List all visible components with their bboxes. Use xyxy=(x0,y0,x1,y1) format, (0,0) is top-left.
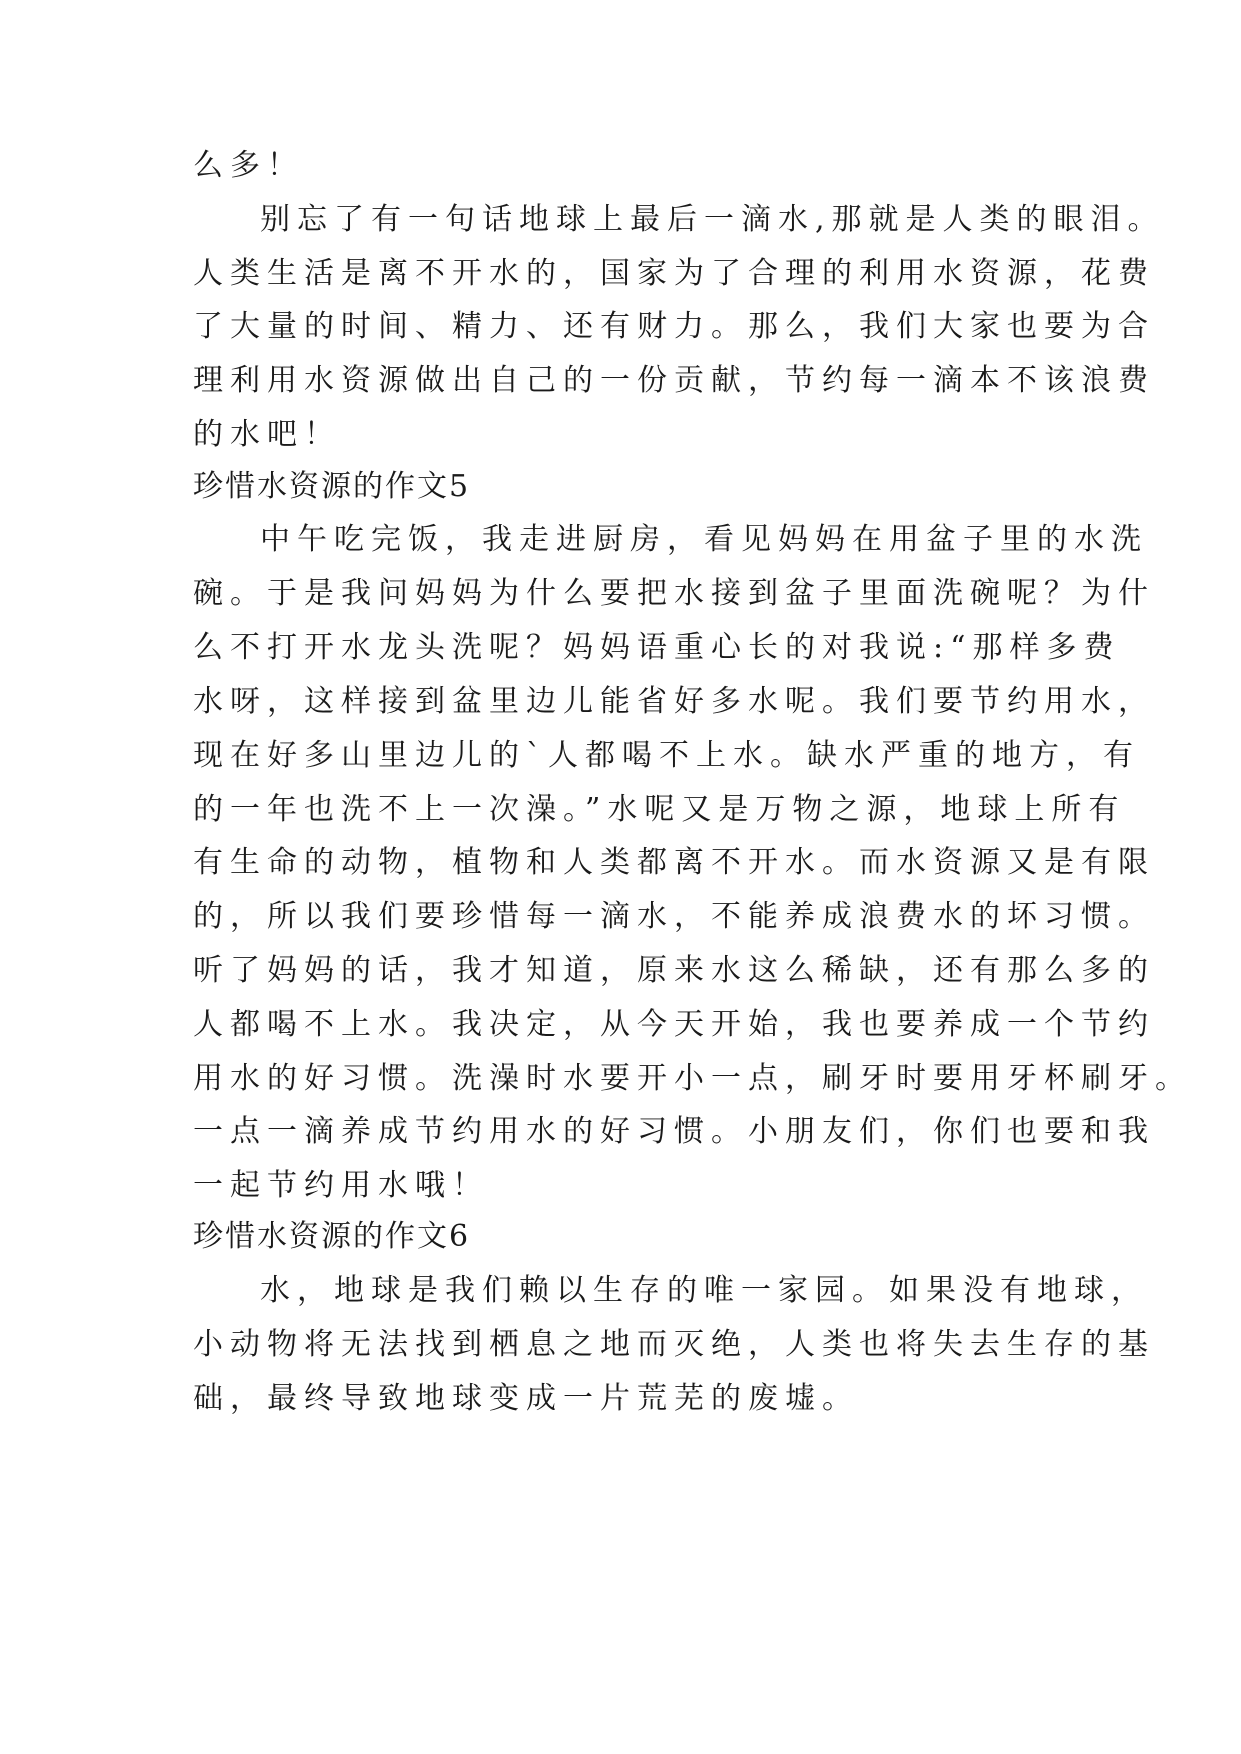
paragraph-first-line: 水，地球是我们赖以生存的唯一家园。如果没有地球， xyxy=(260,1273,1148,1308)
text-line: 理利用水资源做出自己的一份贡献，节约每一滴本不该浪费 xyxy=(193,363,1155,398)
text-line: 的，所以我们要珍惜每一滴水，不能养成浪费水的坏习惯。 xyxy=(193,899,1155,934)
text-line: 人类生活是离不开水的，国家为了合理的利用水资源，花费 xyxy=(193,256,1155,291)
text-line: 听了妈妈的话，我才知道，原来水这么稀缺，还有那么多的 xyxy=(193,953,1155,988)
text-line: 一点一滴养成节约用水的好习惯。小朋友们，你们也要和我 xyxy=(193,1114,1155,1149)
text-line: 碗。于是我问妈妈为什么要把水接到盆子里面洗碗呢？为什 xyxy=(193,576,1155,611)
text-line: 现在好多山里边儿的`人都喝不上水。缺水严重的地方，有 xyxy=(193,738,1140,773)
text-line: 了大量的时间、精力、还有财力。那么，我们大家也要为合 xyxy=(193,309,1155,344)
text-line: 么多！ xyxy=(193,148,304,183)
section-heading: 珍惜水资源的作文6 xyxy=(193,1219,471,1254)
text-line: 小动物将无法找到栖息之地而灭绝，人类也将失去生存的基 xyxy=(193,1327,1155,1362)
text-line: 人都喝不上水。我决定，从今天开始，我也要养成一个节约 xyxy=(193,1007,1155,1042)
text-line: 么不打开水龙头洗呢？妈妈语重心长的对我说:“那样多费 xyxy=(193,630,1121,665)
paragraph-first-line: 别忘了有一句话地球上最后一滴水,那就是人类的眼泪。 xyxy=(260,202,1165,237)
text-line: 用水的好习惯。洗澡时水要开小一点，刷牙时要用牙杯刷牙。 xyxy=(193,1061,1192,1096)
text-line: 有生命的动物，植物和人类都离不开水。而水资源又是有限 xyxy=(193,845,1155,880)
section-heading: 珍惜水资源的作文5 xyxy=(193,469,471,504)
paragraph-first-line: 中午吃完饭，我走进厨房，看见妈妈在用盆子里的水洗 xyxy=(260,522,1148,557)
text-line: 础，最终导致地球变成一片荒芜的废墟。 xyxy=(193,1381,859,1416)
text-line: 的一年也洗不上一次澡。”水呢又是万物之源，地球上所有 xyxy=(193,792,1126,827)
text-line: 的水吧！ xyxy=(193,417,341,452)
text-line: 一起节约用水哦！ xyxy=(193,1168,489,1203)
text-line: 水呀，这样接到盆里边儿能省好多水呢。我们要节约用水， xyxy=(193,684,1155,719)
